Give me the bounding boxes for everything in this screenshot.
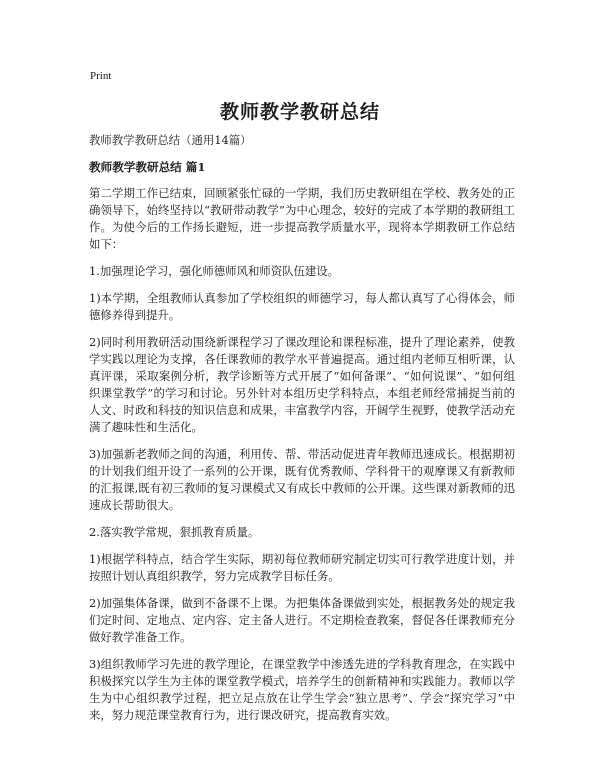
paragraph-point-2: 2.落实教学常规，狠抓教育质量。 <box>89 525 260 539</box>
paragraph-intro: 第二学期工作已结束，回顾紧张忙碌的一学期，我们历史教研组在学校、教务处的正确领导下，始终坚持以“教研带动教学”为中心理念，较好的完成了本学期的教研组工作。为使今后的工作扬长避短，进一步提高教学质量水平，现将本学期教研工作总结如下： <box>89 186 515 251</box>
paragraph-point-1-3: 3)加强新老教师之间的沟通，利用传、帮、带活动促进青年教师迅速成长。根据期初的计划我们组开设了一系列的公开课，既有优秀教师、学科骨干的观摩课又有新教师的汇报课,既有初三教师的复习课模式又有成长中教师的公开课。这些课对新教师的迅速成长帮助很大。 <box>89 447 515 512</box>
section-heading: 教师教学教研总结 篇1 <box>89 160 206 174</box>
document-subtitle: 教师教学教研总结（通用14篇） <box>89 133 252 147</box>
document-title: 教师教学教研总结 <box>219 101 380 123</box>
paragraph-point-1-2: 2)同时利用教研活动围绕新课程学习了课改理论和课程标准，提升了理论素养，使教学实践以理论为支撑，各任课教师的教学水平普遍提高。通过组内老师互相听课，认真评课，采取案例分析，教学诊断等方式开展了“如何备课”、“如何说课”、“如何组织课堂教学”的学习和讨论。另外针对本组历史学科特点，本组老师经常捕捉当前的人文、时政和科技的知识信息和成果，丰富教学内容，开阔学生视野，使教学活动充满了趣味性和生活化。 <box>89 335 515 434</box>
document-body <box>89 132 515 734</box>
paragraph-point-2-1: 1)根据学科特点，结合学生实际，期初每位教师研究制定切实可行教学进度计划，并按照计划认真组织教学，努力完成教学目标任务。 <box>89 552 515 583</box>
paragraph-point-1-1: 1)本学期，全组教师认真参加了学校组织的师德学习，每人都认真写了心得体会，师德修养得到提升。 <box>89 291 515 322</box>
paragraph-point-1: 1.加强理论学习，强化师德师风和师资队伍建设。 <box>89 264 340 278</box>
print-label[interactable]: Print <box>90 70 112 82</box>
paragraph-point-2-2: 2)加强集体备课，做到不备课不上课。为把集体备课做到实处，根据教务处的规定我们定时间、定地点、定内容、定主备人进行。不定期检查教案，督促各任课教师充分做好教学准备工作。 <box>89 596 515 644</box>
paragraph-point-2-3: 3)组织教师学习先进的教学理论，在课堂教学中渗透先进的学科教育理念，在实践中积极探究以学生为主体的课堂教学模式，培养学生的创新精神和实践能力。教师以学生为中心组织教学过程，把立足点放在让学生学会“独立思考”、学会“探究学习”中来，努力规范课堂教育行为，进行课改研究，提高教育实效。 <box>89 657 515 722</box>
